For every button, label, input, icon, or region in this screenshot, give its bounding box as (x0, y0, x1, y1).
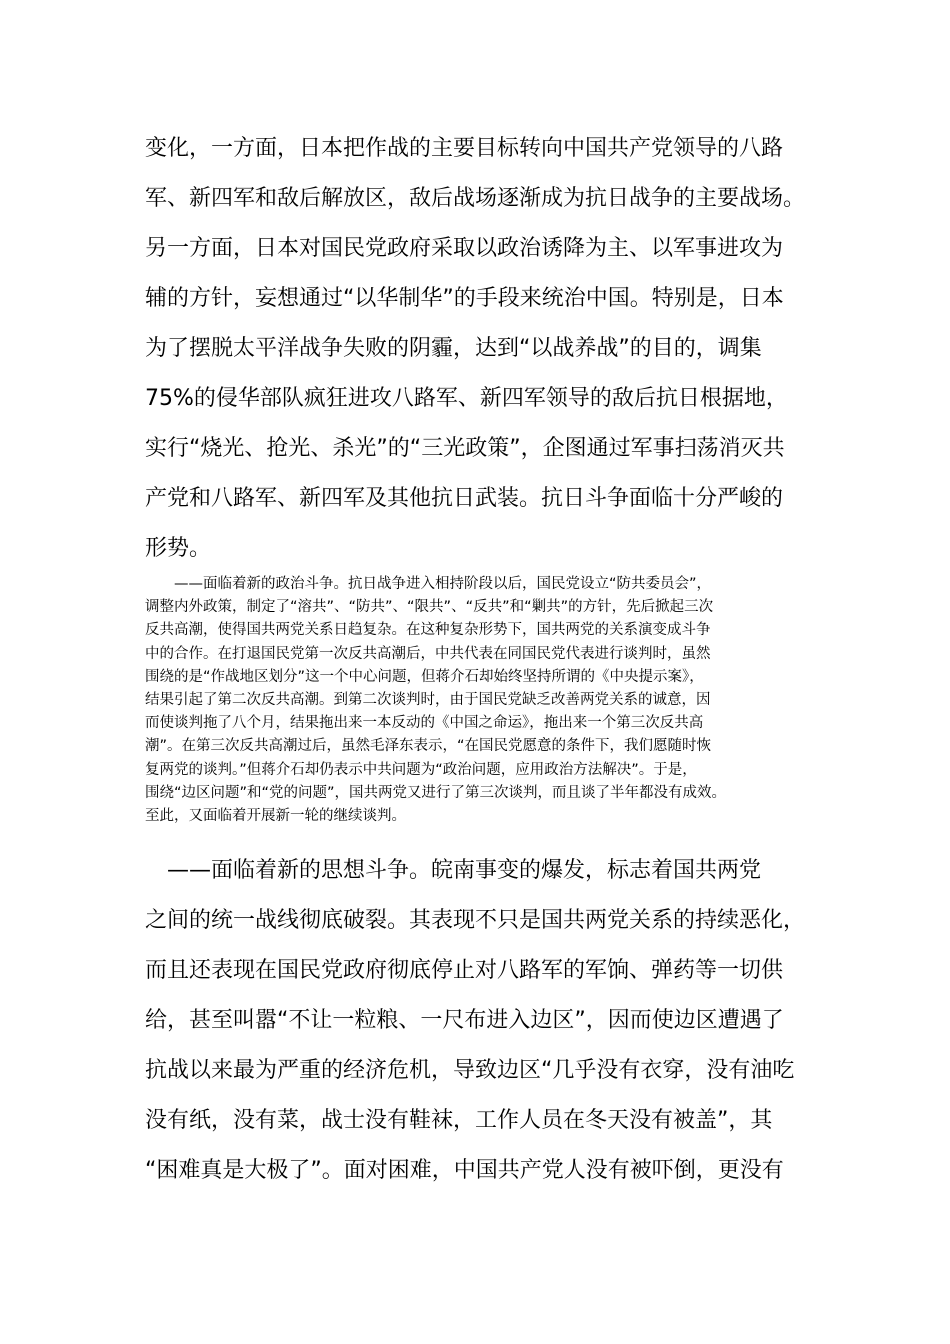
text-line: 实行“烧光、抢光、杀光”的“三光政策”，企图通过军事扫荡消灭共 (145, 436, 785, 461)
text-line: ——面临着新的政治斗争。抗日战争进入相持阶段以后，国民党设立“防共委员会”， (145, 576, 712, 592)
text-line: 反共高潮，使得国共两党关系日趋复杂。在这种复杂形势下，国共两党的关系演变成斗争 (145, 622, 711, 639)
paragraph-japan-strategy (145, 124, 845, 574)
text-line: 另一方面，日本对国民党政府采取以政治诱降为主、以军事进攻为 (145, 236, 784, 261)
text-line: 而使谈判拖了八个月，结果拖出来一本反动的《中国之命运》，拖出来一个第三次反共高 (145, 715, 704, 732)
text-line: 中的合作。在打退国民党第一次反共高潮后，中共代表在同国民党代表进行谈判时，虽然 (145, 645, 711, 662)
paragraph-political-struggle (145, 573, 825, 828)
text-line: 之间的统一战线彻底破裂。其表现不只是国共两党关系的持续恶化， (145, 908, 806, 933)
text-line: 结果引起了第二次反共高潮。到第二次谈判时，由于国民党缺乏改善两党关系的诚意，因 (145, 691, 711, 708)
text-line: 围绕的是“作战地区划分”这一个中心问题，但蒋介石却始终坚持所谓的《中央提示案》， (145, 668, 704, 685)
text-line: 潮”。在第三次反共高潮过后，虽然毛泽东表示，“在国民党愿意的条件下，我们愿随时恢 (145, 738, 712, 755)
text-line: 形势。 (145, 536, 212, 561)
text-line: 产党和八路军、新四军及其他抗日武装。抗日斗争面临十分严峻的 (145, 486, 784, 511)
text-line: 至此，又面临着开展新一轮的继续谈判。 (145, 807, 406, 824)
text-line: 围绕“边区问题”和“党的问题”，国共两党又进行了第三次谈判，而且谈了半年都没有成效。 (145, 784, 727, 801)
text-line: 给，甚至叫嚣“不让一粒粮、一尺布进入边区”，因而使边区遭遇了 (145, 1008, 784, 1033)
text-line: 变化，一方面，日本把作战的主要目标转向中国共产党领导的八路 (145, 136, 784, 161)
text-line: 而且还表现在国民党政府彻底停止对八路军的军饷、弹药等一切供 (145, 958, 784, 983)
text-line: 调整内外政策，制定了“溶共”、“防共”、“限共”、“反共”和“剿共”的方针，先后掀起三次 (145, 599, 714, 616)
text-line: 军、新四军和敌后解放区，敌后战场逐渐成为抗日战争的主要战场。 (145, 186, 806, 211)
text-line: ——面临着新的思想斗争。皖南事变的爆发，标志着国共两党 (145, 858, 762, 883)
text-line: 没有纸，没有菜，战士没有鞋袜，工作人员在冬天没有被盖”，其 (145, 1108, 773, 1133)
text-line: “困难真是大极了”。面对困难，中国共产党人没有被吓倒，更没有 (145, 1158, 784, 1183)
text-line: 为了摆脱太平洋战争失败的阴霾，达到“以战养战”的目的，调集 (145, 336, 762, 361)
text-line: 75%的侵华部队疯狂进攻八路军、新四军领导的敌后抗日根据地， (145, 386, 788, 411)
paragraph-ideological-struggle (145, 846, 845, 1196)
text-line: 辅的方针，妄想通过“以华制华”的手段来统治中国。特别是，日本 (145, 286, 784, 311)
text-line: 复两党的谈判。”但蒋介石却仍表示中共问题为“政治问题，应用政治方法解决”。于是， (145, 761, 697, 778)
text-line: 抗战以来最为严重的经济危机，导致边区“几乎没有衣穿，没有油吃 (145, 1058, 795, 1083)
